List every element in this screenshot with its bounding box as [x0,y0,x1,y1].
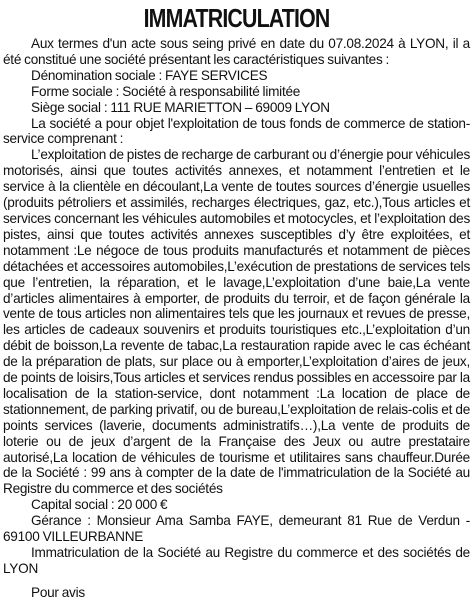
siege-line: Siège social : 111 RUE MARIETTON – 69009 LYON [31,99,330,115]
notice-title: IMMATRICULATION [143,3,330,33]
capital-line: Capital social : 20 000 € [31,497,168,513]
objet-detail-paragraph: L’exploitation de pistes de recharge de carburant ou d’énergie pour véhicules motorisés, ainsi que toutes activités annexes, et notamment l’entretien et le service à la clientèle en découlant,La vente de toutes sources d’énergie usuelles (produits pétroliers et assimilés, recharges électriques, gaz, etc.),Tous articles et services concernant les véhicules automobiles et motocycles, et l’exploitation des pistes, ainsi que toutes activités annexes susceptibles d’y être exploitées, et notamment :Le négoce de tous produits manufacturés et notamment de pièces détachées et accessoires automobiles,L’exécution de prestations de services tels que l’entretien, la réparation, et le lavage,L’exploitation d’une baie,La vente d’articles alimentaires à emporter, de produits du terroir, et de façon générale la vente de tous articles non alimentaires tels que les journaux et revues de presse, les articles de cadeaux souvenirs et produits touristiques etc.,L’exploitation d’un débit de boisson,La revente de tabac,La restauration rapide avec le cas échéant de la préparation de plats, sur place ou à emporter,L’exploitation d’aires de jeux, de points de loisirs,Tous articles et services rendus possibles en accessoire par la localisation de la station-service, dont notamment :La location de place de stationnement, de parking privatif, ou de bureau,L’exploitation de relais-colis et de points services (laverie, documents administratifs…),La vente de produits de loterie ou de jeux d’argent de la Française des Jeux ou autre prestataire autorisé,La location de véhicules de tourisme et utilitaires sans chauffeur.Durée de la Société : 99 ans à compter de la date de l'immatriculation de la Société au Registre du commerce et des sociétés [3,147,470,497]
intro-paragraph: Aux termes d'un acte sous seing privé en date du 07.08.2024 à LYON, il a été constitué une société présentant les caractéristiques suivantes : [3,36,470,67]
legal-notice [3,4,470,601]
immatriculation-line: Immatriculation de la Société au Registre du commerce et des sociétés de LYON [3,545,470,576]
closing-line: Pour avis [31,584,85,600]
objet-intro-paragraph: La société a pour objet l'exploitation de tous fonds de commerce de station-service comprenant : [3,115,470,147]
denomination-line: Dénomination sociale : FAYE SERVICES [31,67,268,83]
gerance-paragraph: Gérance : Monsieur Ama Samba FAYE, demeurant 81 Rue de Verdun - 69100 VILLEURBANNE [3,513,470,545]
forme-line: Forme sociale : Société à responsabilité limitée [31,83,301,99]
notice-body [3,36,470,601]
